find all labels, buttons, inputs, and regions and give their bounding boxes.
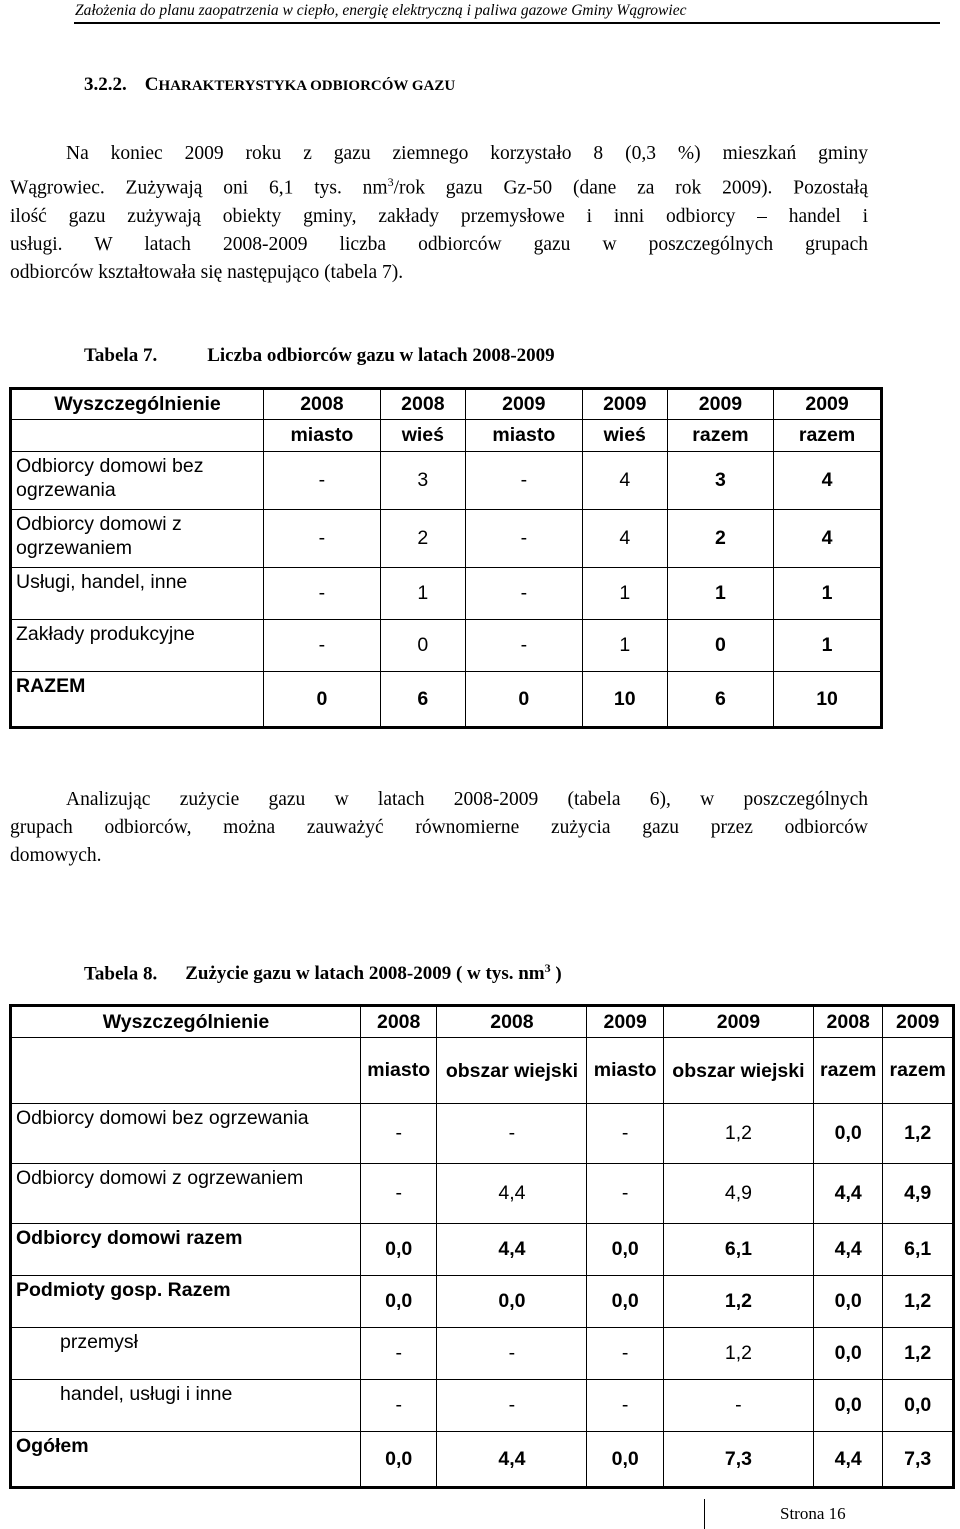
value-cell: -: [437, 1328, 587, 1380]
value-cell: 0,0: [587, 1224, 663, 1276]
value-cell: 0: [380, 620, 465, 672]
value-cell: 1,2: [663, 1328, 813, 1380]
section-number: 3.2.2.: [84, 74, 127, 95]
subheader-cell: obszar wiejski: [663, 1038, 813, 1104]
table8-caption-title: Zużycie gazu w latach 2008-2009 ( w tys. nm: [185, 963, 545, 985]
year-cell: 2009: [582, 389, 667, 420]
paragraph-intro: [10, 140, 868, 287]
row-label: Odbiorcy domowi z ogrzewaniem: [11, 1164, 361, 1224]
value-cell: -: [465, 620, 582, 672]
value-cell: 4,4: [437, 1164, 587, 1224]
year-cell: 2008: [361, 1006, 437, 1038]
table8: [9, 1004, 955, 1489]
table8-caption-label: Tabela 8.: [84, 963, 158, 985]
paragraph-line: Analizując zużycie gazu w latach 2008-2009 (tabela 6), w poszczególnych: [66, 789, 868, 810]
value-cell: 1: [380, 568, 465, 620]
value-cell: 4,9: [663, 1164, 813, 1224]
row-label: Odbiorcy domowi bez ogrzewania: [11, 452, 264, 510]
value-cell: 1,2: [883, 1276, 954, 1328]
value-cell: 0,0: [361, 1224, 437, 1276]
page-number: Strona 16: [780, 1504, 846, 1523]
value-cell: -: [465, 452, 582, 510]
year-cell: 2009: [465, 389, 582, 420]
value-cell: 2: [667, 510, 773, 568]
value-cell: 0,0: [813, 1328, 882, 1380]
value-cell: -: [437, 1380, 587, 1432]
value-cell: 4,4: [813, 1224, 882, 1276]
paragraph-line: /rok gazu Gz-50 (dane za rok 2009). Pozostałą: [393, 177, 868, 199]
value-cell: 0: [667, 620, 773, 672]
value-cell: -: [465, 510, 582, 568]
section-title: [84, 74, 455, 96]
value-cell: 0: [264, 672, 381, 728]
value-cell: 0,0: [437, 1276, 587, 1328]
section-title-text: HARAKTERYSTYKA ODBIORCÓW GAZU: [158, 78, 456, 94]
table-row: [11, 1276, 954, 1328]
value-cell: -: [264, 620, 381, 672]
value-cell: 1: [582, 568, 667, 620]
value-cell: 4: [774, 510, 882, 568]
value-cell: 3: [667, 452, 773, 510]
row-label: przemysł: [11, 1328, 361, 1380]
value-cell: 6,1: [663, 1224, 813, 1276]
value-cell: 4,4: [813, 1432, 882, 1488]
subheader-cell: razem: [883, 1038, 954, 1104]
footer-rule: [704, 1499, 705, 1529]
value-cell: -: [663, 1380, 813, 1432]
table7-caption: [84, 345, 555, 367]
row-label: RAZEM: [11, 672, 264, 728]
value-cell: 6: [380, 672, 465, 728]
value-cell: 1,2: [663, 1104, 813, 1164]
value-cell: 0: [465, 672, 582, 728]
value-cell: 0,0: [813, 1380, 882, 1432]
value-cell: -: [465, 568, 582, 620]
table7-caption-title: Liczba odbiorców gazu w latach 2008-2009: [207, 345, 555, 366]
paragraph-line: odbiorców kształtowała się następująco (tabela 7).: [10, 261, 404, 283]
value-cell: 0,0: [813, 1276, 882, 1328]
table-header-row: [11, 389, 882, 420]
table-row: [11, 1164, 954, 1224]
subheader-cell: razem: [774, 420, 882, 452]
value-cell: -: [264, 452, 381, 510]
page-header: [0, 0, 960, 24]
value-cell: 1: [667, 568, 773, 620]
header-title: Założenia do planu zaopatrzenia w ciepło, energię elektryczną i paliwa gazowe Gminy Wągrowiec: [75, 2, 687, 19]
value-cell: 4: [582, 452, 667, 510]
header-label: Wyszczególnienie: [102, 1010, 270, 1033]
row-label: Odbiorcy domowi z ogrzewaniem: [11, 510, 264, 568]
row-label: Odbiorcy domowi razem: [11, 1224, 361, 1276]
row-label: Ogółem: [11, 1432, 361, 1488]
table-row: [11, 568, 882, 620]
header-label-cell: [11, 389, 264, 420]
subheader-cell: wieś: [582, 420, 667, 452]
value-cell: -: [587, 1104, 663, 1164]
value-cell: 0,0: [883, 1380, 954, 1432]
paragraph-line: grupach odbiorców, można zauważyć równomierne zużycia gazu przez odbiorców: [10, 817, 868, 838]
section-first-letter: C: [144, 74, 159, 95]
value-cell: 1,2: [883, 1104, 954, 1164]
year-cell: 2009: [667, 389, 773, 420]
table7-caption-label: Tabela 7.: [84, 345, 158, 366]
value-cell: 4,4: [437, 1224, 587, 1276]
value-cell: 7,3: [883, 1432, 954, 1488]
table-total-row: [11, 672, 882, 728]
value-cell: -: [361, 1104, 437, 1164]
row-label: handel, usługi i inne: [11, 1380, 361, 1432]
value-cell: -: [361, 1328, 437, 1380]
table8-caption: [84, 961, 562, 985]
table-row: [11, 1328, 954, 1380]
table7: [9, 387, 883, 729]
table-row: [11, 452, 882, 510]
value-cell: -: [587, 1328, 663, 1380]
subheader-cell: miasto: [465, 420, 582, 452]
year-cell: 2009: [587, 1006, 663, 1038]
table-header-row: [11, 1006, 954, 1038]
value-cell: 1: [774, 620, 882, 672]
year-cell: 2008: [437, 1006, 587, 1038]
year-cell: 2009: [663, 1006, 813, 1038]
value-cell: -: [361, 1380, 437, 1432]
value-cell: 6,1: [883, 1224, 954, 1276]
subheader-cell: razem: [813, 1038, 882, 1104]
header-label: Wyszczególnienie: [54, 393, 221, 415]
caption-end: ): [550, 963, 562, 985]
paragraph-analysis: [10, 786, 868, 870]
value-cell: 1: [582, 620, 667, 672]
value-cell: 1,2: [883, 1328, 954, 1380]
subheader-cell: miasto: [264, 420, 381, 452]
row-label: Podmioty gosp. Razem: [11, 1276, 361, 1328]
table-row: [11, 1104, 954, 1164]
value-cell: -: [587, 1164, 663, 1224]
value-cell: 4,4: [813, 1164, 882, 1224]
table-subheader-row: [11, 1038, 954, 1104]
value-cell: -: [264, 568, 381, 620]
value-cell: 4,4: [437, 1432, 587, 1488]
year-cell: 2009: [774, 389, 882, 420]
year-cell: 2009: [883, 1006, 954, 1038]
value-cell: 4,9: [883, 1164, 954, 1224]
value-cell: 1,2: [663, 1276, 813, 1328]
value-cell: 1: [774, 568, 882, 620]
value-cell: 0,0: [587, 1276, 663, 1328]
superscript: 3: [387, 175, 394, 189]
table-row: [11, 1224, 954, 1276]
superscript: 3: [544, 961, 551, 975]
value-cell: 10: [582, 672, 667, 728]
table-total-row: [11, 1432, 954, 1488]
subheader-cell: miasto: [587, 1038, 663, 1104]
value-cell: -: [264, 510, 381, 568]
value-cell: 4: [774, 452, 882, 510]
value-cell: 0,0: [813, 1104, 882, 1164]
table-row: [11, 620, 882, 672]
value-cell: 10: [774, 672, 882, 728]
row-label: Usługi, handel, inne: [11, 568, 264, 620]
paragraph-line: Na koniec 2009 roku z gazu ziemnego korzystało 8 (0,3 %) mieszkań gminy: [66, 143, 868, 164]
value-cell: 7,3: [663, 1432, 813, 1488]
value-cell: 3: [380, 452, 465, 510]
value-cell: 0,0: [587, 1432, 663, 1488]
value-cell: -: [361, 1164, 437, 1224]
subheader-cell: wieś: [380, 420, 465, 452]
table-row: [11, 510, 882, 568]
value-cell: -: [437, 1104, 587, 1164]
value-cell: 4: [582, 510, 667, 568]
value-cell: 0,0: [361, 1276, 437, 1328]
row-label: Odbiorcy domowi bez ogrzewania: [11, 1104, 361, 1164]
year-cell: 2008: [380, 389, 465, 420]
table-subheader-row: [11, 420, 882, 452]
paragraph-line: usługi. W latach 2008-2009 liczba odbiorców gazu w poszczególnych grupach: [10, 233, 868, 255]
header-label-cell: [11, 1006, 361, 1038]
header-rule: [74, 22, 940, 24]
year-cell: 2008: [813, 1006, 882, 1038]
paragraph-line: domowych.: [10, 845, 102, 866]
subheader-cell: obszar wiejski: [437, 1038, 587, 1104]
paragraph-line: Wągrowiec. Zużywają oni 6,1 tys. nm: [10, 177, 388, 199]
row-label: Zakłady produkcyjne: [11, 620, 264, 672]
empty-cell: [11, 420, 264, 452]
subheader-cell: razem: [667, 420, 773, 452]
value-cell: -: [587, 1380, 663, 1432]
value-cell: 0,0: [361, 1432, 437, 1488]
value-cell: 2: [380, 510, 465, 568]
empty-cell: [11, 1038, 361, 1104]
year-cell: 2008: [264, 389, 381, 420]
paragraph-line: ilość gazu zużywają obiekty gminy, zakłady przemysłowe i inni odbiorcy – handel i: [10, 205, 868, 227]
subheader-cell: miasto: [361, 1038, 437, 1104]
value-cell: 6: [667, 672, 773, 728]
table-row: [11, 1380, 954, 1432]
